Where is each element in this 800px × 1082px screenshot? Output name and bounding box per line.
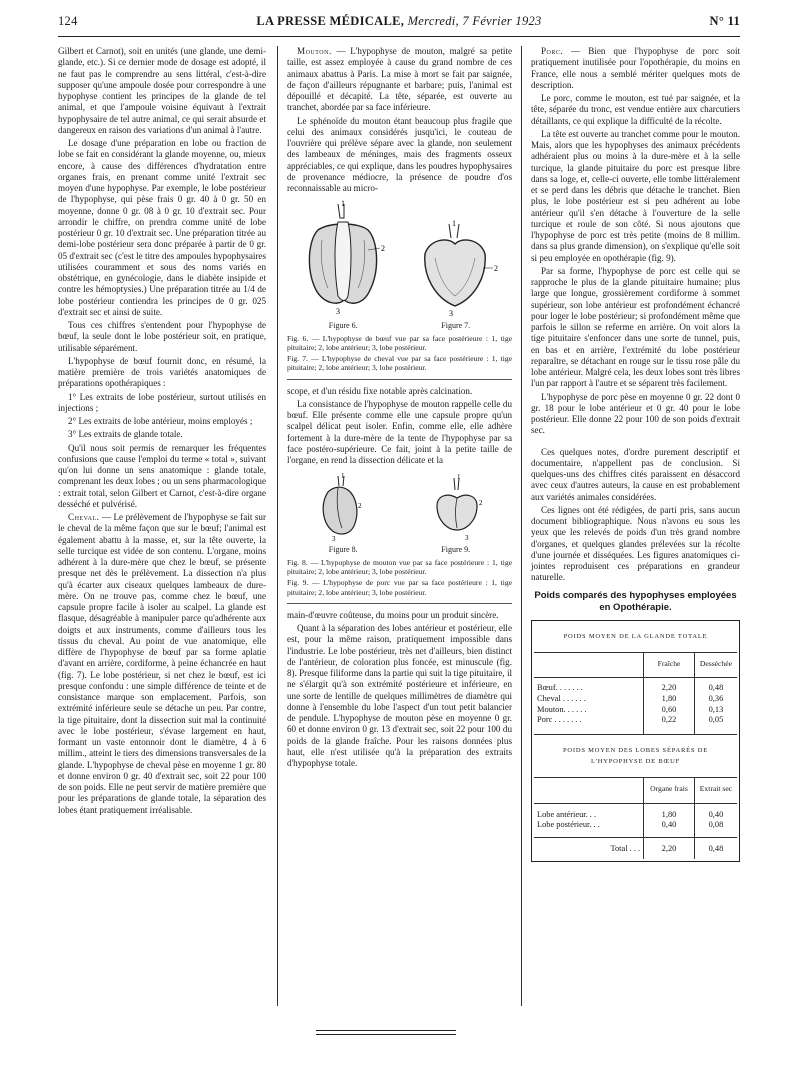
cell: 0,48	[708, 683, 724, 693]
table-header-row	[534, 653, 737, 678]
table-row	[534, 678, 737, 694]
row-label: Total . . .	[534, 838, 644, 859]
label-1: 1	[341, 200, 346, 209]
figure-8	[308, 472, 378, 555]
section-porc	[531, 46, 740, 91]
figure-7	[411, 218, 501, 331]
cell: 0,40	[708, 809, 724, 819]
paragraph-text: — Le prélèvement de l'hypophyse se fait sur le cheval de la même façon que sur le bœuf; l'animal est également abattu à la masse, et, sur la tête ouverte, la selle turcique est vidée de son contenu. L'organe, moins adhérent à la dure-mère que chez le bœuf, se présente presque net dès le prélèvement. La dissection n'a plus qu'à écarter aux ciseaux quelques lambeaux de dure-mère. On ne trouve pas, comme chez le bœuf, une capsule propre facile à isoler au scalpel. La glande est flasque, désagréable à manipuler parce qu'adhérente aux doigts et aux instruments, comme d'ailleurs tous les tissus du cheval. Au point de vue anatomique, elle diffère de l'hypophyse de bœuf par sa forme aplatie d'avant en arrière, cordiforme, à peine échancrée en haut (fig. 7). Le lobe postérieur, si net chez le bœuf, est ici presque confondu : une simple différence de teinte et de consistance marque son emplacement. Parfois, son extrémité inférieure seule se détache un peu. Par contre, la tige pituitaire, dont la dissection suit mal la continuité avec le lobe postérieur, s'évase largement en haut, formant un vaste entonnoir dont le diamètre, 4 à 6 millim., atteint le tiers des dimensions transversales de la glande. L'hypophyse de cheval pèse en moyenne 1 gr. 80 et donne environ 0 gr. 40 d'extrait sec, soit 22 pour 100 de son poids. Elle ne peut servir de matière première que pour les préparations de glande totale, la séparation des lobes étant pratiquement irréalisable.	[58, 512, 266, 815]
row-label: Porc . . . . . . .	[534, 715, 644, 726]
page-number: 124	[58, 14, 78, 28]
caption: Fig. 6. — L'hypophyse de bœuf vue par sa face postérieure : 1, tige pituitaire; 2, lobe antérieur; 3, lobe postérieur.	[287, 333, 512, 352]
label-1: 1	[341, 472, 345, 481]
label-2: 2	[478, 499, 483, 508]
col-header: Extrait sec	[694, 778, 737, 803]
label-1: 1	[451, 219, 456, 229]
header-rule	[58, 36, 740, 37]
figure-label: Figure 7.	[441, 321, 471, 331]
issue-date: Mercredi, 7 Février 1923	[407, 14, 542, 28]
figure-label: Figure 6.	[328, 321, 358, 331]
cell: 1,80	[644, 803, 695, 820]
row-label: Bœuf. . . . . . .	[534, 678, 644, 694]
paragraph: Tous ces chiffres s'entendent pour l'hypophyse de bœuf, la seule dont le lobe postérieur soit, en pratique, utilisable séparément.	[58, 320, 266, 353]
label-2: 2	[493, 264, 498, 274]
caption: Fig. 9. — L'hypophyse de porc vue par sa face postérieure : 1, tige pituitaire; 2, lobe antérieur; 3, lobe postérieur.	[287, 578, 512, 597]
cell: 0,22	[644, 715, 695, 726]
label-3: 3	[448, 309, 453, 319]
cell: 0,60	[644, 705, 695, 716]
table1	[534, 653, 737, 735]
figure-captions-8-9	[287, 558, 512, 604]
column-2	[287, 46, 512, 771]
figure-label: Figure 9.	[441, 545, 471, 555]
table-row	[534, 705, 737, 716]
cell: 1,80	[644, 694, 695, 705]
issue-number: N° 11	[709, 14, 740, 28]
cell: 0,05	[708, 715, 724, 725]
list-item: 2° Les extraits de lobe antérieur, moins employés ;	[68, 416, 253, 426]
figures-6-7	[287, 200, 512, 331]
paragraph: scope, et d'un résidu fixe notable après calcination.	[287, 385, 473, 396]
spacer	[644, 726, 695, 735]
col-header: Desséchée	[694, 653, 737, 678]
column-3	[531, 46, 740, 862]
cell: 0,13	[708, 704, 724, 714]
cell: 0,48	[694, 838, 737, 859]
list-item: 3° Les extraits de glande totale.	[68, 429, 183, 440]
bovine-hypophysis-drawing	[298, 200, 388, 318]
paragraph: L'hypophyse de bœuf fournit donc, en résumé, la matière première de trois variétés anatomiques de préparations opothérapiques :	[58, 355, 266, 389]
section-heading: Porc.	[541, 46, 564, 56]
label-2: 2	[358, 502, 362, 511]
row-label: Cheval . . . . . .	[534, 694, 644, 705]
paragraph: La tête est ouverte au tranchet comme pour le mouton. Mais, alors que les hypophyses des animaux précédents adhéraient plus ou moins à la dure-mère et à la selle turcique, la glande pituitaire du porc est presque libre dans sa loge, et, celle-ci ouverte, elle tombe littéralement et se perd dans les débris que détache le tranchet. Bien plus, le lobe postérieur est si peu adhérent au lobe antérieur qu'il s'en détache à l'ouverture de la selle turcique et roule de son côté. Si nous ajoutons que l'hypophyse de porc est très petite (moins de 8 millim. dans sa plus grande dimension), on s'explique qu'elle soit si peu employée en opothérapie (fig. 9).	[531, 128, 740, 263]
spacer	[694, 726, 737, 735]
footer-rule-thin	[316, 1034, 456, 1035]
footer-rule	[316, 1030, 456, 1031]
paragraph: main-d'œuvre coûteuse, du moins pour un produit sincère.	[287, 609, 499, 620]
cell: 0,08	[708, 820, 724, 830]
spacer-row	[534, 726, 737, 735]
total-row	[534, 838, 737, 859]
table-row	[534, 694, 737, 705]
label-3: 3	[332, 535, 336, 543]
paragraph: Le porc, comme le mouton, est tué par saignée, et la tête, séparée du tronc, est vendue entière aux charcutiers détaillants, ce qui explique la difficulté de la récolte.	[531, 93, 740, 126]
label-1: 1	[456, 473, 461, 482]
paragraph-text: — L'hypophyse de mouton, malgré sa petite taille, est assez employée à cause du grand nombre de ces animaux abattus à Paris. La mise à mort se fait par saignée, de façon d'ailleurs répugnante et barbare; puis, l'animal est dépouillé et décapité. La tête, séparée, est ouverte au tranchet, abordée par sa face inférieure.	[287, 46, 512, 113]
label-2: 2	[381, 244, 386, 254]
col-header: Organe frais	[644, 778, 695, 803]
figures-8-9	[287, 472, 512, 555]
paragraph: Ces quelques notes, d'ordre purement descriptif et documentaire, n'appellent pas de conclusion. Si quelques-uns des chiffres cités paraissent en désaccord avec ceux d'autres auteurs, la cause en est probablement aux variétés animales considérées.	[531, 446, 740, 502]
cell: 0,36	[708, 693, 724, 703]
page-header	[58, 14, 740, 34]
section-heading: Mouton.	[297, 46, 332, 56]
table-title: Poids comparés des hypophyses employées en Opothérapie.	[534, 589, 737, 613]
table1-heading: POIDS MOYEN DE LA GLANDE TOTALE	[534, 623, 737, 653]
pig-hypophysis-drawing	[421, 472, 491, 542]
table-header-row	[534, 778, 737, 803]
paragraph: Quant à la séparation des lobes antérieur et postérieur, elle est, pour la même raison, pratiquement impossible dans l'industrie. Le lobe postérieur, très net d'ailleurs, bien distinct de l'antérieur, de coloration plus foncée, est minuscule (fig. 8). Presque filiforme dans la partie qui suit la tige pituitaire, il ne s'élargit qu'à son extrémité postérieure et inférieure, en une sorte de lentille de quelques millimètres de diamètre qui donne à l'ensemble du lobe l'aspect d'un tout petit balancier de pendule. L'hypophyse de mouton pèse en moyenne 0 gr. 60 et donne environ 0 gr. 13 d'extrait sec, soit 22 pour 100 du poids de la glande fraîche. Pour les raisons données plus haut, elle n'est utilisée qu'à la préparation des extraits d'hypophyse totale.	[287, 623, 513, 769]
journal-name: LA PRESSE MÉDICALE,	[256, 14, 405, 28]
label-3: 3	[464, 534, 469, 543]
spacer	[534, 726, 644, 735]
column-1	[58, 46, 266, 818]
list-item: 1° Les extraits de lobe postérieur, surtout utilisés en injections ;	[58, 391, 266, 413]
cell: 0,40	[644, 820, 695, 837]
paragraph: Le dosage d'une préparation en lobe ou fraction de lobe se fait en considérant la glande moyenne, ou, mieux encore, à cause des différences d'hydratation entre organes frais, en prenant comme unité l'extrait sec moyen d'une hypophyse. Par exemple, le lobe postérieur de l'hypophyse, qui pèse frais 0 gr. 40 à 0 gr. 50 en moyenne, donne 0 gr. 08 à 0 gr. 10 d'extrait sec. Pour arrondir le chiffre, on prendra comme unité de lobe postérieur 0 gr. 10 d'extrait sec. Une préparation titrée au demi-lobe postérieur sera donc préparée à partir de 0 gr. 05 d'extrait sec (c'est le titre des ampoules hypophysaires utilisées couramment et sous des noms variés en obstétrique, en gynécologie, dans le diabète insipide et contre les hémoptysies.) Une préparation titrée au 1/4 de lobe postérieur contiendra les principes de 0 gr. 025 d'extrait sec et ainsi de suite.	[58, 138, 266, 317]
paragraph: Par sa forme, l'hypophyse de porc est celle qui se rapproche le plus de la glande pituitaire humaine; plus large que longue, grossièrement cordiforme à sommet supérieur, son lobe antérieur est profondément échancré pour loger le lobe postérieur; si profondément même que parfois le sillon se referme en arrière. On voit alors la tige pituitaire s'enfoncer dans une sorte de tunnel, puis, en bas et en arrière, l'extrémité du lobe postérieur reparaître, se détachant en rouge sur le tissu rose pâle du lobe antérieur. Malgré cela, les deux lobes sont très libres l'un par rapport à l'autre et se séparent très facilement.	[531, 265, 740, 389]
table-row	[534, 803, 737, 820]
paragraph: Le sphénoïde du mouton étant beaucoup plus fragile que celui des animaux considérés jusqu'ici, le couteau de l'ouvrière qui prélève sépare avec la glande, non seulement des lambeaux de méninges, mais des fragments osseux appréciables, ce qui explique, dans les poudres hypophysaires de provenance médiocre, la présence de poudre d'os reconnaissable au micro-	[287, 115, 513, 193]
section-heading: Cheval.	[68, 512, 100, 522]
paragraph: Ces lignes ont été rédigées, de parti pris, sans aucun document bibliographique. Nous n'avons eu sous les yeux que les relevés de poids d'un très grand nombre d'organes, et quelques glandes prélevées sur la récolte d'une journée et disséquées. Les figures anatomiques ci-jointes reproduisent ces préparations en grandeur naturelle.	[531, 504, 740, 583]
column-divider-left	[277, 46, 278, 1006]
column-divider-right	[521, 46, 522, 1006]
table-row	[534, 715, 737, 726]
caption: Fig. 8. — L'hypophyse de mouton vue par sa face postérieure : 1, tige pituitaire; 2, lobe antérieur; 3, lobe postérieur.	[287, 557, 512, 576]
paragraph: Gilbert et Carnot), soit en unités (une glande, une demi-glande, etc.). Si ce dernier mode de dosage est adopté, il ne faut pas le comprendre au sens littéral, c'est-à-dire supposer qu'une ampoule dosée pour correspondre à une hypophyse contient les principes de la glande de tel animal, et que l'ampoule voisine équivaut à l'extrait hypophysaire de tel autre animal, ce qui serait absurde et dangereux en raison des variations d'un animal à l'autre.	[58, 46, 266, 135]
row-label: Mouton. . . . . .	[534, 705, 644, 716]
paragraph: L'hypophyse de porc pèse en moyenne 0 gr. 22 dont 0 gr. 18 pour le lobe antérieur et 0 gr. 40 pour le lobe postérieur. Elle donne 22 pour 100 de son poids d'extrait sec.	[531, 391, 740, 436]
section-cheval	[58, 512, 266, 816]
empty-header-cell	[534, 653, 644, 678]
table2	[534, 778, 737, 858]
section-mouton	[287, 46, 512, 114]
table2-heading: POIDS MOYEN DES LOBES SÉPARÉS DE L'HYPOPHYSE DE BŒUF	[534, 735, 737, 779]
figure-9	[421, 472, 491, 555]
row-label: Lobe antérieur. . .	[534, 803, 644, 820]
col-header: Fraîche	[644, 653, 695, 678]
empty-header-cell	[534, 778, 644, 803]
paragraph: Qu'il nous soit permis de remarquer les fréquentes confusions que cause l'emploi du terme « total », suivant qu'on lui donne un sens anatomique : glande totale, comprenant les deux lobes ; ou un sens pharmacologique : extrait total, selon Gilbert et Carnot, c'est-à-dire organe desséché et pulvérisé.	[58, 442, 266, 509]
weights-table	[531, 620, 740, 862]
cell: 2,20	[644, 678, 695, 694]
paragraph-text: — Bien que l'hypophyse de porc soit pratiquement inutilisée pour l'opothérapie, du moins en France, elle nous a semblé mériter quelques mots de description.	[531, 46, 740, 90]
caption: Fig. 7. — L'hypophyse de cheval vue par sa face postérieure : 1, tige pituitaire; 2, lobe antérieur; 3, lobe postérieur.	[287, 354, 512, 373]
figure-captions-6-7	[287, 334, 512, 380]
label-3: 3	[336, 307, 341, 317]
horse-hypophysis-drawing	[411, 218, 501, 318]
row-label: Lobe postérieur. . .	[534, 820, 644, 837]
journal-title	[58, 14, 740, 29]
figure-6	[298, 200, 388, 331]
paragraph: La consistance de l'hypophyse de mouton rappelle celle du bœuf. Elle présente comme elle une capsule propre qu'un scalpel délicat peut isoler. Enfin, comme elle, elle adhère fortement à la dure-mère de la tente de l'hypophyse par sa face postéro-supérieure. Ce fait, joint à la petite taille de l'organe, en rend la dissection délicate et la	[287, 398, 512, 466]
sheep-hypophysis-drawing	[308, 472, 378, 542]
figure-label: Figure 8.	[328, 545, 358, 555]
table-row	[534, 820, 737, 837]
cell: 2,20	[644, 838, 695, 859]
